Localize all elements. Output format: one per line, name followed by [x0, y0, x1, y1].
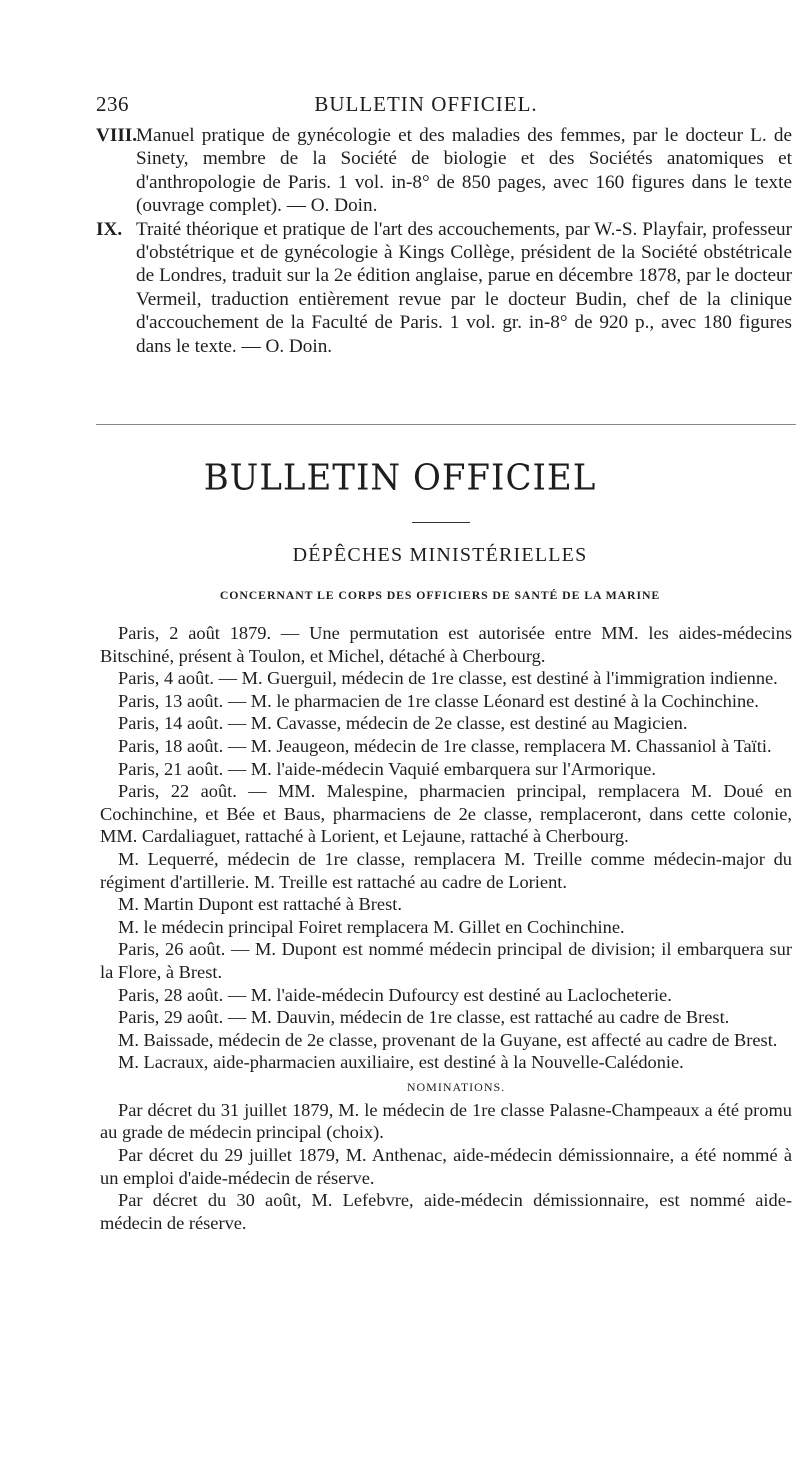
paragraph: Paris, 13 août. — M. le pharmacien de 1re classe Léonard est destiné à la Cochinchine. — [118, 690, 759, 711]
paragraph: M. le médecin principal Foiret remplacera M. Gillet en Cochinchine. — [118, 916, 625, 937]
entry-text: Traité théorique et pratique de l'art des accouchements, par W.-S. Playfair, professeur d'obstétrique et de gynécologie à Kings Collège, président de la Société obstétricale de Londres, traduit sur la 2e édition anglaise, parue en décembre 1878, par le docteur Vermeil, traduction entièrement revue par le docteur Budin, chef de la clinique d'accouchement de la Faculté de Paris. 1 vol. gr. in-8° de 920 p., avec 180 figures dans le texte. — O. Doin. — [136, 218, 792, 357]
paragraph: Paris, 4 août. — M. Guerguil, médecin de 1re classe, est destiné à l'immigration indienne. — [118, 668, 778, 689]
running-title: BULLETIN OFFICIEL. — [314, 92, 538, 116]
paragraph: M. Lacraux, aide-pharmacien auxiliaire, est destiné à la Nouvelle-Calédonie. — [118, 1052, 684, 1073]
section-title: DÉPÊCHES MINISTÉRIELLES — [292, 544, 588, 566]
entry-text: Manuel pratique de gynécologie et des maladies des femmes, par le docteur L. de Sinety, membre de la Société de biologie et des Sociétés anatomiques et d'anthropologie de Paris. 1 vol. in-8° de 850 pages, avec 160 figures dans le texte (ouvrage complet). — O. Doin. — [136, 125, 792, 217]
book-entry-ix — [96, 218, 792, 358]
paragraph: Paris, 21 août. — M. l'aide-médecin Vaquié embarquera sur l'Armorique. — [118, 758, 656, 779]
paragraph: Paris, 26 août. — M. Dupont est nommé médecin principal de division; il embarquera sur la Flore, à Brest. — [100, 939, 792, 982]
nominations-heading: NOMINATIONS. — [406, 1079, 506, 1094]
page-number: 236 — [96, 92, 129, 116]
entry-number: IX. — [96, 218, 123, 240]
paragraph: Paris, 18 août. — M. Jeaugeon, médecin de 1re classe, remplacera M. Chassaniol à Taïti. — [118, 735, 772, 756]
paragraph: M. Martin Dupont est rattaché à Brest. — [118, 894, 402, 915]
title-divider — [412, 522, 470, 523]
paragraph: Paris, 28 août. — M. l'aide-médecin Dufourcy est destiné au Laclocheterie. — [118, 984, 672, 1005]
book-list — [96, 124, 792, 358]
paragraph: Paris, 22 août. — MM. Malespine, pharmacien principal, remplacera M. Doué en Cochinchine, et Bée et Baus, pharmaciens de 2e classe, remplaceront, dans cette colonie, MM. Cardaliaguet, rattaché à Lorient, et Lejaune, rattaché à Cherbourg. — [100, 781, 792, 847]
nomination-paragraph: Par décret du 30 août, M. Lefebvre, aide-médecin démissionnaire, est nommé aide-médecin de réserve. — [100, 1190, 792, 1233]
paragraph: M. Baissade, médecin de 2e classe, provenant de la Guyane, est affecté au cadre de Brest. — [118, 1029, 778, 1050]
paragraph: M. Lequerré, médecin de 1re classe, remplacera M. Treille comme médecin-major du régiment d'artillerie. M. Treille est rattaché au cadre de Lorient. — [100, 848, 792, 892]
dispatches-body — [100, 622, 792, 1234]
section-subtitle: CONCERNANT LE CORPS DES OFFICIERS DE SANTÉ DE LA MARINE — [219, 588, 661, 602]
separator-rule — [96, 424, 796, 425]
book-entry-viii — [96, 124, 792, 218]
entry-number: VIII. — [96, 125, 138, 146]
bulletin-title: BULLETIN OFFICIEL — [203, 457, 597, 499]
running-head — [96, 92, 756, 118]
paragraph: Paris, 14 août. — M. Cavasse, médecin de 2e classe, est destiné au Magicien. — [118, 713, 688, 734]
paragraph: Paris, 29 août. — M. Dauvin, médecin de 1re classe, est rattaché au cadre de Brest. — [118, 1007, 730, 1028]
paragraph: Paris, 2 août 1879. — Une permutation est autorisée entre MM. les aides-médecins Bitschiné, présent à Toulon, et Michel, détaché à Cherbourg. — [100, 623, 792, 666]
nomination-paragraph: Par décret du 29 juillet 1879, M. Anthenac, aide-médecin démissionnaire, a été nommé à un emploi d'aide-médecin de réserve. — [100, 1145, 792, 1188]
nomination-paragraph: Par décret du 31 juillet 1879, M. le médecin de 1re classe Palasne-Champeaux a été promu au grade de médecin principal (choix). — [100, 1099, 792, 1143]
